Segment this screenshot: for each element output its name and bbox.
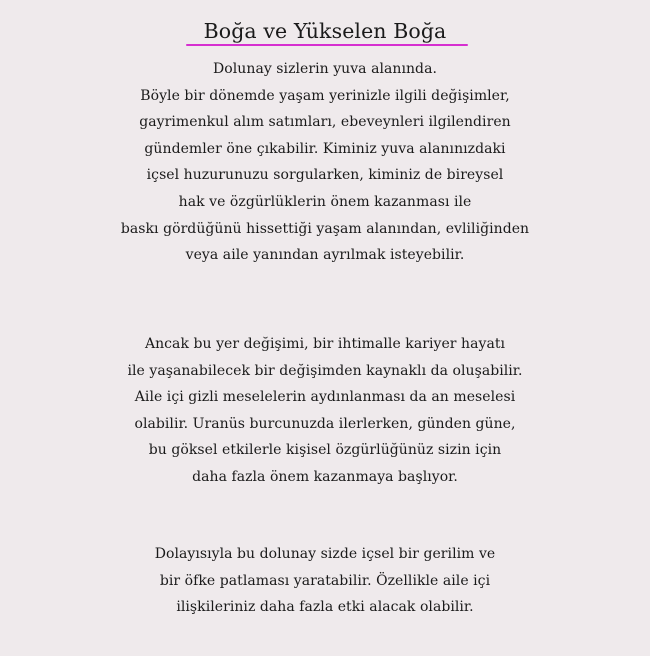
paragraph-line: olabilir. Uranüs burcunuzda ilerlerken, günden güne, bbox=[134, 415, 516, 432]
paragraph-line: baskı gördüğünü hissettiği yaşam alanından, evliliğinden bbox=[120, 220, 530, 237]
paragraph-line: gündemler öne çıkabilir. Kiminiz yuva alanınızdaki bbox=[144, 140, 506, 157]
title-container bbox=[0, 18, 650, 44]
paragraph-line: Dolunay sizlerin yuva alanında. bbox=[213, 61, 437, 77]
paragraph-2 bbox=[0, 331, 650, 491]
paragraph-1 bbox=[0, 56, 650, 269]
paragraph-line: gayrimenkul alım satımları, ebeveynleri ilgilendiren bbox=[139, 114, 511, 131]
paragraph-3 bbox=[0, 541, 650, 621]
paragraph-line: bir öfke patlaması yaratabilir. Özellikle aile içi bbox=[159, 572, 491, 589]
paragraph-line: Aile içi gizli meselelerin aydınlanması da an meselesi bbox=[134, 389, 516, 406]
paragraph-line: ile yaşanabilecek bir değişimden kaynaklı da oluşabilir. bbox=[127, 362, 523, 379]
paragraph-line: daha fazla önem kazanmaya başlıyor. bbox=[192, 468, 458, 485]
paragraph-line: Böyle bir dönemde yaşam yerinizle ilgili değişimler, bbox=[140, 87, 510, 104]
paragraph-line: ilişkileriniz daha fazla etki alacak olabilir. bbox=[176, 599, 474, 616]
paragraph-line: Dolayısıyla bu dolunay sizde içsel bir gerilim ve bbox=[154, 546, 496, 562]
paragraph-line: veya aile yanından ayrılmak isteyebilir. bbox=[185, 247, 465, 264]
paragraph-line: Ancak bu yer değişimi, bir ihtimalle kariyer hayatı bbox=[144, 336, 506, 352]
document-title: Boğa ve Yükselen Boğa bbox=[203, 19, 447, 43]
paragraph-line: bu göksel etkilerle kişisel özgürlüğünüz sizin için bbox=[148, 442, 502, 459]
paragraph-line: içsel huzurunuzu sorgularken, kiminiz de bireysel bbox=[146, 167, 504, 184]
title-underline bbox=[186, 44, 468, 46]
paragraph-line: hak ve özgürlüklerin önem kazanması ile bbox=[178, 193, 472, 210]
